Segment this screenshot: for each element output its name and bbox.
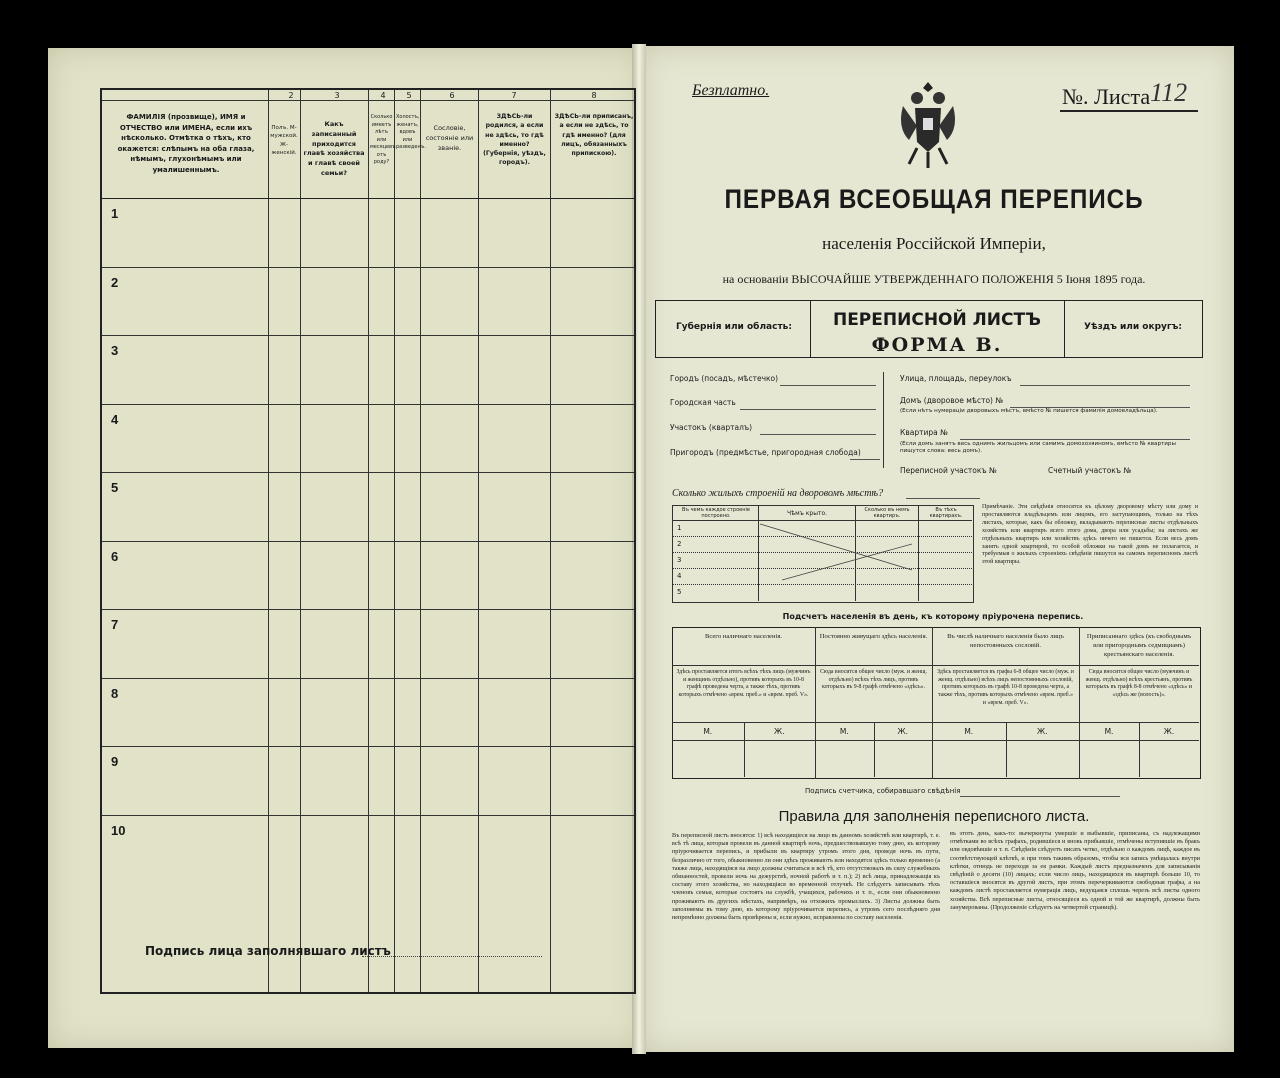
table-row-number: 4 <box>111 411 119 427</box>
col-num-5: 5 <box>406 91 412 100</box>
buildings-row-number: 4 <box>677 572 682 580</box>
census-title: ПЕРВАЯ ВСЕОБЩАЯ ПЕРЕПИСЬ <box>724 184 1144 214</box>
form-title-line2: ФОРМА В. <box>871 334 1003 356</box>
col-num-7: 7 <box>511 91 517 100</box>
field-city: Городъ (посадъ, мѣстечко) <box>670 374 779 383</box>
counter-signature-label: Подпись счетчика, собиравшаго свѣдѣнія <box>805 787 961 795</box>
rules-text-left: Въ переписной листъ вносятся: 1) всѣ находящіеся на лицо въ данномъ хозяйствѣ или квартирѣ, т. е. всѣ тѣ лица, которыя провели въ данной квартирѣ ночь, предшествовавшую тому дню, къ которому пріурочивается перепись, и прибыли въ квартиру утромъ этого дня, проведя ночь въ пути, безразлично от того, обыкновенно ли они здѣсь проживаютъ или находятся здѣсь только временно (а также лица, находящіяся на лицо должны считаться и всѣ тѣ, кто отсутствовалъ въ силу служебныхъ обязанностей, провели ночь на дежурствѣ, ночной работѣ и т. п.); 2) всѣ лица, принадлежащія къ составу этого хозяйства, но находящіяся во временной отлучкѣ. Не слѣдуетъ записывать тѣхъ членовъ семьи, которые состоятъ на службѣ, учащихся, рабочихъ и т. п., если они обыкновенно проживаютъ въ другихъ мѣстахъ, напримѣръ, на отхожихъ промыслахъ. 3) Листы должны быть заполняемы въ тому дню, къ которому пріурочивается перепись, а утромъ сего послѣдняго дня непремѣнно должны быть провѣрены и, если нужно, исправлены по составу населенія. <box>672 832 940 921</box>
count-female-cell[interactable] <box>874 741 933 776</box>
count-female-label: Ж. <box>897 727 908 736</box>
count-male-label: М. <box>703 727 713 736</box>
field-apartment-note: (Если домъ занятъ весь однимъ жильцомъ или самимъ домохозяиномъ, вмѣсто № квартиры пишутся слова: весь домъ). <box>900 441 1176 455</box>
table-row-number: 3 <box>111 343 119 358</box>
count-male-cell[interactable] <box>1079 741 1139 776</box>
table-row-divider <box>102 678 634 679</box>
census-subtitle: населенія Россійской Имперіи, <box>822 234 1046 253</box>
col-header-estate: Сословіе, состояніе или званіе. <box>425 124 474 152</box>
buildings-note: Примѣчаніе. Эти свѣдѣнія относятся къ цѣлому дворовому мѣсту или дому и проставляются владѣльцемъ или лицомъ, его заступающимъ, только на тѣхъ листахъ, которые, какъ бы обложку, вкладываютъ переписные листы отдѣльныхъ хозяйствъ или квартиръ всего этого дома, двора или усадьбы; на листахъ же отдѣльныхъ квартиръ или хозяйствъ здѣсь ничего не пишется. Если весь домъ занятъ одной квартирой, то особой обложки на такой домъ не полагается, и требуемыя о жилыхъ строеніяхъ свѣдѣнія пишутся на самомъ переписномъ листѣ этой квартиры. <box>982 504 1198 566</box>
table-row-number: 2 <box>111 274 119 290</box>
count-header: Приписаннаго здѣсь (къ свободнымъ или пригороднымъ седмициамъ) крестьянскаго населенія. <box>1086 633 1192 659</box>
field-apartment: Квартира № <box>900 428 948 437</box>
col-header-name: ФАМИЛІЯ (прозвище), ИМЯ и ОТЧЕСТВО или ИМЕНА, если ихъ нѣсколько. Отмѣтка о тѣхъ, кто окажется: слѣпымъ на оба глаза, нѣмымъ, глухонѣмымъ или умалишеннымъ. <box>117 113 255 174</box>
free-label: Безплатно. <box>692 82 770 99</box>
table-row-divider <box>102 472 634 473</box>
table-row-number: 1 <box>111 206 119 221</box>
count-male-label: М. <box>839 727 849 736</box>
table-row-divider <box>102 404 634 405</box>
field-section: Участокъ (кварталъ) <box>670 423 753 432</box>
table-row-number: 8 <box>111 685 119 701</box>
buildings-header-apartments: Сколько въ немъ квартиръ. <box>864 507 910 519</box>
count-female-label: Ж. <box>774 727 785 736</box>
count-description: Здѣсь проставляется итогъ всѣхъ тѣхъ лицъ (мужчинъ и женщинъ отдѣльно), противъ которыхъ въ 10-8 графѣ проведена черта, а также тѣхъ, противъ которыхъ отмѣчено «врем. преб.» и «врем. преб. V». <box>676 669 811 698</box>
field-suburb: Пригородъ (предмѣстье, пригородная слобода) <box>670 448 861 457</box>
form-title-line1: ПЕРЕПИСНОЙ ЛИСТЪ <box>832 310 1042 330</box>
col-num-3: 3 <box>334 91 340 100</box>
buildings-crossout <box>672 520 972 601</box>
field-street: Улица, площадь, переулокъ <box>900 374 1012 383</box>
table-row-divider <box>102 609 634 610</box>
table-row-divider <box>102 815 634 816</box>
buildings-row-number: 3 <box>677 556 682 564</box>
col-num-2: 2 <box>288 91 294 100</box>
count-title: Подсчетъ населенія въ день, къ которому пріурочена перепись. <box>782 612 1084 621</box>
sheet-number-value[interactable]: 112 <box>1150 78 1188 107</box>
col-header-birthplace: ЗДѢСЬ-ли родился, а если не здѣсь, то гдѣ именно? (Губернія, уѣздъ, городъ). <box>483 113 546 167</box>
count-male-label: М. <box>1104 727 1114 736</box>
field-house: Домъ (дворовое мѣсто) № <box>900 396 1004 405</box>
count-female-cell[interactable] <box>1139 741 1199 776</box>
field-census-area: Переписной участокъ № <box>900 466 997 475</box>
buildings-header-material: Въ чемъ каждое строеніе построено. <box>682 507 750 519</box>
census-table <box>100 88 636 994</box>
signature-label: Подпись лица заполнявшаго листъ <box>145 944 391 958</box>
count-male-cell[interactable] <box>672 741 744 776</box>
buildings-row-number: 2 <box>677 540 682 548</box>
rules-text-right: въ этотъ день, какъ-то: вычеркнуты умершіе и выбывшіе, приписаны, съ надлежащими отмѣтками во всѣхъ графахъ, родившіеся и вновь прибывшіе, отмѣчены вступившіе въ бракъ или овдовѣвшіе и т. п. Свѣдѣнія слѣдуетъ писать четко, отдѣльно о каждомъ лицѣ, каждое въ соотвѣтствующей клѣткѣ, и при томъ такимъ образомъ, чтобы вся запись умѣщалась внутри клѣтки, отнюдь не переходя за ея рамки. Каждый листъ предназначенъ для записыванія свѣдѣній о десяти (10) лицахъ; если число лицъ, находящихся въ квартирѣ больше 10, то оставшіеся вносятся въ другой листъ, при этомъ перечеркиваются свободныя графы, а на каждомъ листѣ проставляется нумерація лицъ, ведущаяся сплошь черезъ всѣ листы одного хозяйства. Всѣ переписные листы, относящіеся къ одной и той же квартирѣ, должны быть занумерованы. (Продолженіе слѣдуетъ на четвертой страницѣ). <box>950 830 1200 911</box>
table-row-number: 6 <box>111 548 119 564</box>
col-header-sex: Полъ. М-мужской. Ж-женскій. <box>270 125 298 156</box>
table-row-number: 7 <box>111 617 119 632</box>
table-row-number: 10 <box>111 822 126 838</box>
buildings-question: Сколько жилыхъ строеній на дворовомъ мѣстѣ? <box>672 488 884 499</box>
table-row-divider <box>102 746 634 747</box>
province-label: Губернія или область: <box>676 322 792 332</box>
count-female-cell[interactable] <box>744 741 816 776</box>
buildings-row-number: 5 <box>677 588 682 596</box>
count-header: Постоянно живущаго здѣсь населенія. <box>819 633 928 640</box>
table-row-number: 9 <box>111 754 119 769</box>
count-female-cell[interactable] <box>1006 741 1080 776</box>
col-header-age: Сколько имеетъ лѣтъ или месяцевъ отъ роду? <box>370 114 396 165</box>
col-header-relation: Какъ записанный приходится главѣ хозяйства и главѣ своей семьи? <box>303 120 365 177</box>
imperial-eagle-emblem <box>895 78 961 170</box>
field-house-note: (Если нѣтъ нумераціи дворовыхъ мѣстъ, вмѣсто № пишется фамилія домовладѣльца). <box>900 408 1158 414</box>
col-header-registration: ЗДѢСЬ-ли приписанъ, а если не здѣсь, то гдѣ именно? (для лицъ, обязанныхъ припискою). <box>554 113 634 158</box>
count-header: Въ числѣ наличнаго населенія было лицъ непостоянныхъ сословій. <box>947 633 1064 650</box>
table-row-divider <box>102 541 634 542</box>
sheet-number-label: №. Листа <box>1062 84 1151 109</box>
buildings-row-number: 1 <box>677 524 682 532</box>
count-description: Сюда вносится общее число (муж. и женщ. отдѣльно) всѣхъ тѣхъ лицъ, противъ которыхъ въ 9-8 графѣ отмѣчено «здѣсь». <box>820 669 927 691</box>
field-count-area: Счетный участокъ № <box>1048 466 1132 475</box>
col-header-marital: Холостъ, женатъ, вдовъ или разведенъ. <box>396 114 426 150</box>
field-city-part: Городская часть <box>670 398 736 407</box>
table-row-number: 5 <box>111 480 119 495</box>
table-row-divider <box>102 335 634 336</box>
district-label: Уѣздъ или округъ: <box>1084 322 1182 332</box>
census-basis: на основаніи ВЫСОЧАЙШЕ УТВЕРЖДЕННАГО ПОЛОЖЕНІЯ 5 Іюня 1895 года. <box>722 272 1146 286</box>
count-female-label: Ж. <box>1163 727 1175 736</box>
table-row-divider <box>102 267 634 268</box>
buildings-header-in-apartments: Въ тѣхъ квартирахъ. <box>929 507 963 519</box>
count-male-label: М. <box>964 727 974 736</box>
col-num-6: 6 <box>449 91 455 100</box>
col-num-8: 8 <box>591 91 597 100</box>
count-male-cell[interactable] <box>932 741 1006 776</box>
count-description: Здѣсь проставляется въ графы 6-8 общее число (муж. и женщ. отдѣльно) всѣхъ лицъ непостоянныхъ сословій, противъ которыхъ въ графѣ 10-8 проведена черта, а также тѣхъ, противъ которыхъ отмѣчено «врем. преб.» и «врем. преб. V». <box>937 669 1074 706</box>
count-header: Всего наличнаго населенія. <box>704 633 783 640</box>
rules-title: Правила для заполненія переписного листа. <box>778 808 1090 825</box>
buildings-header-roof: Чѣмъ крыто. <box>786 510 828 517</box>
count-male-cell[interactable] <box>815 741 874 776</box>
count-female-label: Ж. <box>1037 727 1048 736</box>
count-description: Сюда вносится общее число (мужчинъ и женщ. отдѣльно) всѣхъ крестьянъ, противъ которыхъ въ графѣ 8-8 отмѣчено «здѣсь» и «здѣсь же (волость)». <box>1085 669 1193 698</box>
col-num-4: 4 <box>380 91 386 100</box>
signature-line[interactable] <box>362 956 542 957</box>
